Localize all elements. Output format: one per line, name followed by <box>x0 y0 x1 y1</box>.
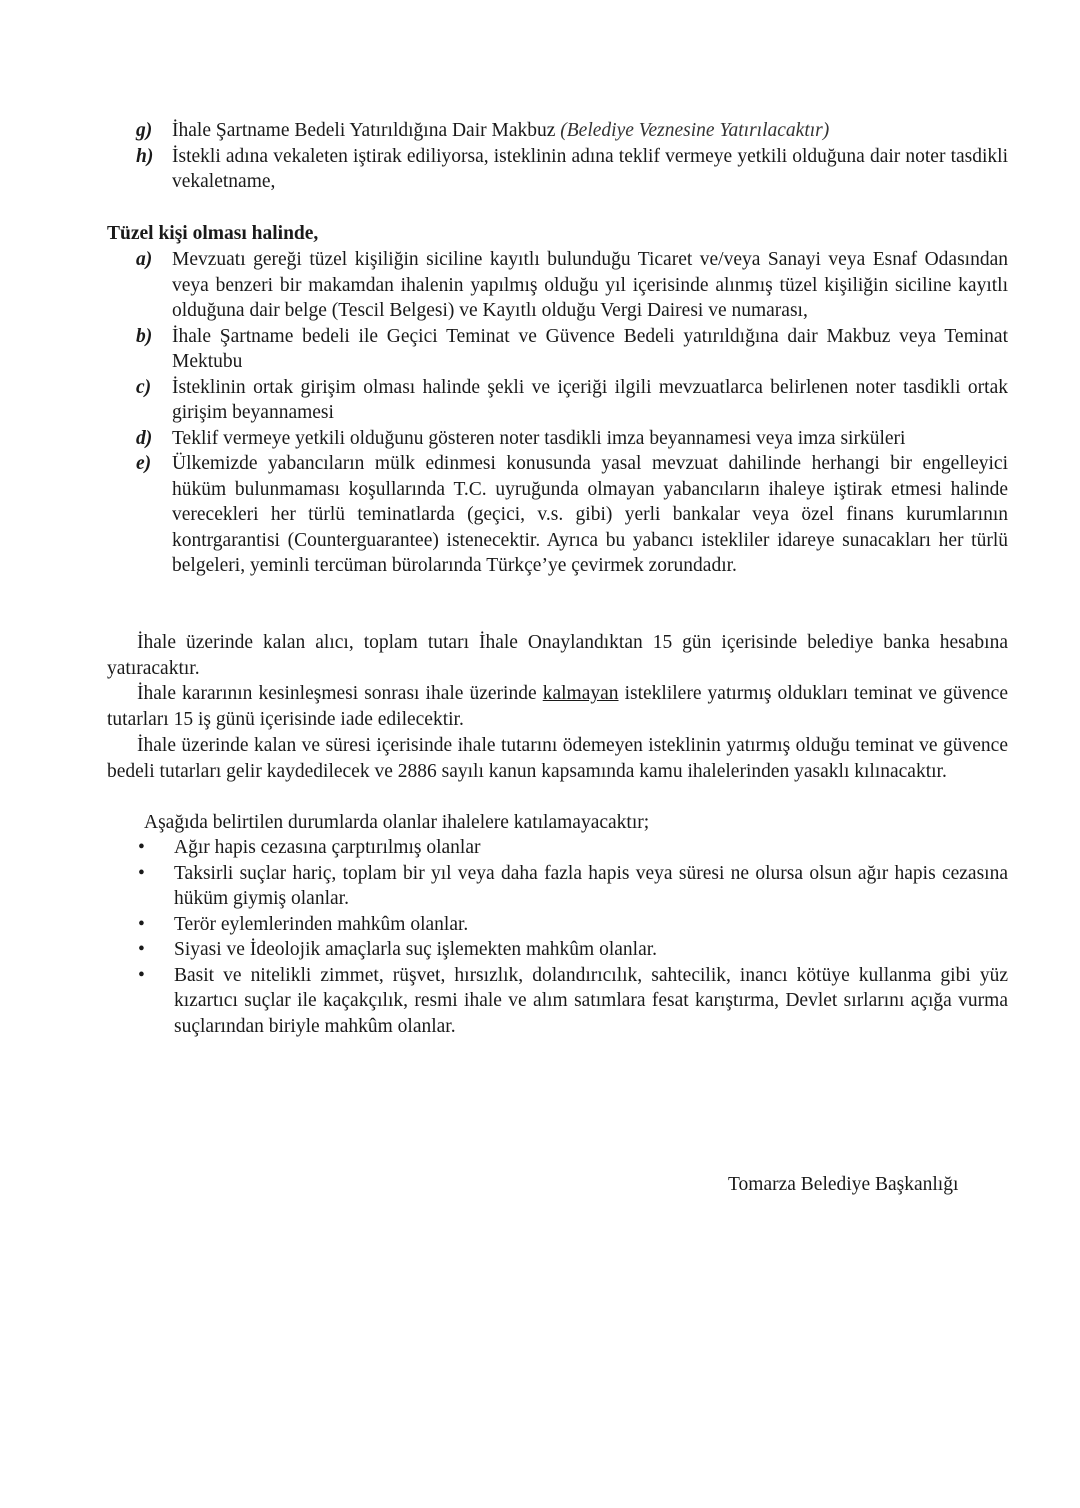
item-label: d) <box>136 427 153 449</box>
list-item-h <box>136 144 1008 195</box>
legal-entity-list <box>136 247 1008 579</box>
item-text: İsteklinin ortak girişim olması halinde şekli ve içeriği ilgili mevzuatlarca belirlenen noter tasdikli ortak girişim beyannamesi <box>172 376 1008 423</box>
top-list <box>136 118 1008 195</box>
item-main-text: İhale Şartname Bedeli Yatırıldığına Dair Makbuz <box>172 120 561 141</box>
paragraph-refund <box>107 681 1008 732</box>
bullet-icon: • <box>138 837 145 858</box>
item-note: (Belediye Veznesine Yatırılacaktır) <box>560 120 830 141</box>
list-item-c <box>136 375 1008 426</box>
item-text <box>172 118 1008 144</box>
list-item <box>136 912 1008 938</box>
item-label: h) <box>136 145 154 167</box>
bullet-text: Terör eylemlerinden mahkûm olanlar. <box>174 913 469 935</box>
list-item-a <box>136 247 1008 324</box>
section-heading: Tüzel kişi olması halinde, <box>107 223 319 244</box>
paragraph-payment: İhale üzerinde kalan alıcı, toplam tutarı İhale Onaylandıktan 15 gün içerisinde belediye banka hesabına yatıracaktır. <box>107 632 1008 679</box>
item-label: b) <box>136 325 153 347</box>
item-text: İstekli adına vekaleten iştirak ediliyorsa, isteklinin adına teklif vermeye yetkili olduğuna dair noter tasdikli vekaletname, <box>172 145 1008 192</box>
item-label: g) <box>136 120 153 141</box>
item-text: Ülkemizde yabancıların mülk edinmesi konusunda yasal mevzuat dahilinde herhangi bir engelleyici hüküm bulunmaması koşullarında T.C. uyruğunda olmayan yabancıların ihaleye iştirak etmesi halinde verecekleri her türlü teminatlarda (geçici, v.s. gibi) yerli bankalar veya özel finans kurumlarının kontrgarantisi (Counterguarantee) istenecektir. Ayrıca bu yabancı istekliler idareye sunacakları her türlü belgeleri, yeminli tercüman bürolarında Türkçe’ye çevirmek zorundadır. <box>172 453 1008 576</box>
list-item-e <box>136 451 1008 579</box>
paragraph-exclusions-intro: Aşağıda belirtilen durumlarda olanlar ihalelere katılamayacaktır; <box>144 812 650 833</box>
refund-text-before: İhale kararının kesinleşmesi sonrası ihale üzerinde <box>137 683 543 704</box>
bullet-icon: • <box>138 939 145 960</box>
exclusions-list <box>136 835 1008 1039</box>
paragraph-ban: İhale üzerinde kalan ve süresi içerisinde ihale tutarını ödemeyen isteklinin yatırmış olduğu teminat ve güvence bedeli tutarları gelir kaydedilecek ve 2886 sayılı kanun kapsamında kamu ihalelerinden yasaklı kılınacaktır. <box>107 735 1008 782</box>
list-item-g <box>136 118 1008 144</box>
list-item <box>136 937 1008 963</box>
bullet-text: Siyasi ve İdeolojik amaçlarla suç işlemekten mahkûm olanlar. <box>174 939 658 960</box>
bullet-text: Ağır hapis cezasına çarptırılmış olanlar <box>174 837 481 858</box>
list-item <box>136 963 1008 1040</box>
bullet-icon: • <box>138 862 145 884</box>
item-text: Teklif vermeye yetkili olduğunu gösteren noter tasdikli imza beyannamesi veya imza sirküleri <box>172 427 906 449</box>
item-label: c) <box>136 376 152 398</box>
bullet-icon: • <box>138 964 145 986</box>
refund-text-after: isteklilere yatırmış oldukları teminat ve güvence tutarları 15 iş günü içerisinde iade edilecektir. <box>107 683 1008 730</box>
list-item-b <box>136 324 1008 375</box>
item-label: a) <box>136 249 153 270</box>
list-item <box>136 835 1008 861</box>
list-item-d <box>136 426 1008 452</box>
bullet-text: Taksirli suçlar hariç, toplam bir yıl veya daha fazla hapis veya süresi ne olursa olsun ağır hapis cezasına hüküm giymiş olanlar. <box>174 862 1008 909</box>
bullet-text: Basit ve nitelikli zimmet, rüşvet, hırsızlık, dolandırıcılık, sahtecilik, inancı kötüye kullanma gibi yüz kızartıcı suçlar ile kaçakçılık, resmi ihale ve alım satımlara fesat karıştırma, Devlet sırlarını açığa vurma suçlarından biriyle mahkûm olanlar. <box>174 964 1008 1037</box>
signature: Tomarza Belediye Başkanlığı <box>728 1174 959 1195</box>
refund-underlined-word: kalmayan <box>542 683 619 704</box>
item-text: Mevzuatı gereği tüzel kişiliğin siciline kayıtlı bulunduğu Ticaret ve/veya Sanayi veya Esnaf Odasından veya benzeri bir makamdan ihalenin yapılmış olduğu yıl içerisinde alınmış tüzel kişiliğin siciline kayıtlı olduğuna dair belge (Tescil Belgesi) ve Kayıtlı olduğu Vergi Dairesi ve numarası, <box>172 249 1008 321</box>
bullet-icon: • <box>138 913 145 935</box>
item-label: e) <box>136 453 152 474</box>
list-item <box>136 861 1008 912</box>
item-text: İhale Şartname bedeli ile Geçici Teminat ve Güvence Bedeli yatırıldığına dair Makbuz veya Teminat Mektubu <box>172 325 1008 372</box>
